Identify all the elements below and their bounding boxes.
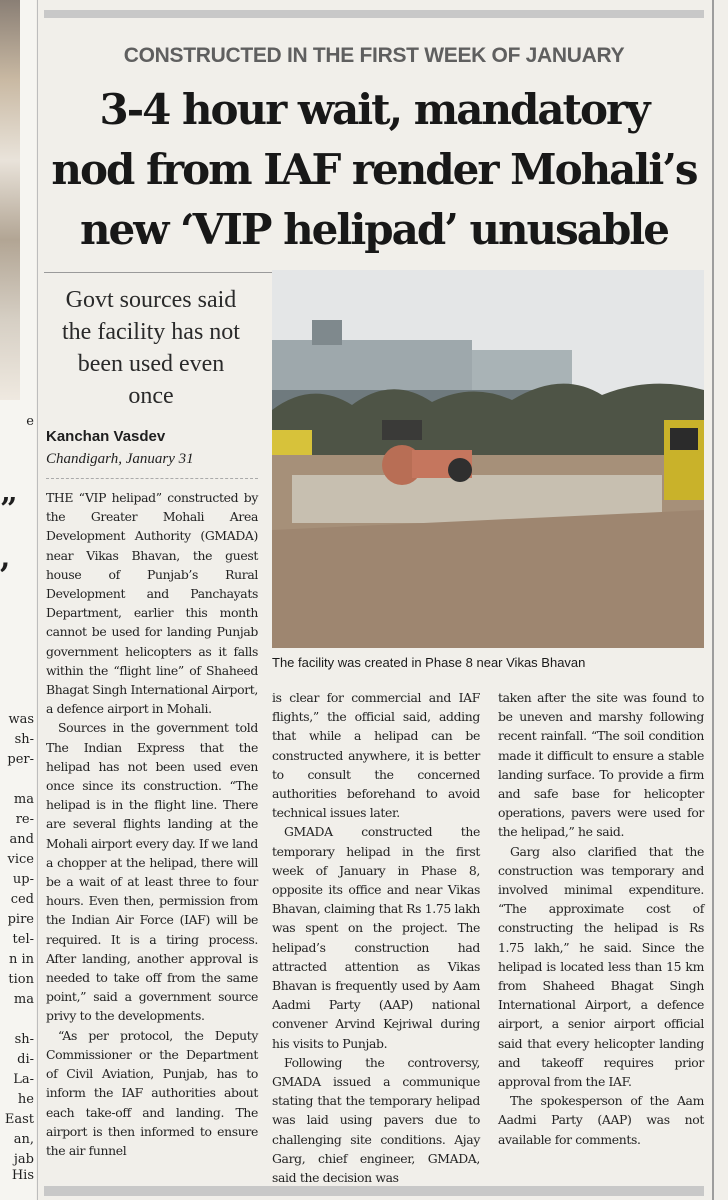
article-paragraph: Garg also clarified that the construction was temporary and involved minimal expenditure. “The approximate cost of constructing the helipad is Rs 1.75 lakh,” he said. Since the helipad is located less than 15 km from Shaheed Bhagat Singh International Airport, a defence airport, a senior airport official said that every helicopter landing and takeoff requires prior approval from the IAF. <box>498 843 704 1090</box>
strip-fragment: ma <box>13 792 34 807</box>
strip-fragment: he <box>17 1092 34 1107</box>
strip-fragment: tel- <box>12 932 34 947</box>
article-column-1 <box>46 488 258 1160</box>
column-rule <box>37 0 38 1200</box>
standfirst-line: once <box>128 383 174 409</box>
article-paragraph: is clear for commercial and IAF flights,” the official said, adding that while a helipad can be constructed anywhere, it is better to consult the concerned authorities beforehand to avoid technical issues later. <box>272 690 480 821</box>
strip-fragment: vice <box>7 852 34 867</box>
article-paragraph: THE “VIP helipad” constructed by the Greater Mohali Area Development Authority (GMADA) near Vikas Bhavan, the guest house of Punjab’s Rural Development and Panchayats Department, earlier this month cannot be used for landing Punjab government helicopters as it falls within the “flight line” of Shaheed Bhagat Singh International Airport, a defence airport in Mohali. <box>46 490 258 717</box>
strip-fragment: La- <box>13 1072 34 1087</box>
strip-fragment: di- <box>17 1052 34 1067</box>
article-paragraph: Following the controversy, GMADA issued a communique stating that the temporary helipad was laid using pavers due to challenging site conditions. Ajay Garg, chief engineer, GMADA, said the decision was <box>272 1054 480 1186</box>
strip-fragment: ced <box>10 892 34 907</box>
article-column-2 <box>272 688 480 1187</box>
strip-fragment: jab <box>13 1152 34 1167</box>
strip-quote-mark: ” <box>0 492 18 527</box>
strip-fragment: and <box>9 832 34 847</box>
right-border-rule <box>712 0 714 1200</box>
strip-fragment: ma <box>13 992 34 1007</box>
photo-caption: The facility was created in Phase 8 near Vikas Bhavan <box>272 655 586 670</box>
article-paragraph: The spokesperson of the Aam Aadmi Party (AAP) was not available for comments. <box>498 1093 704 1147</box>
strip-fragment: was <box>8 712 34 727</box>
strip-fragment: pire <box>7 912 34 927</box>
kicker: CONSTRUCTED IN THE FIRST WEEK OF JANUARY <box>123 44 625 67</box>
strip-fragment: per- <box>7 752 34 767</box>
strip-fragment: East <box>4 1112 34 1127</box>
standfirst-line: Govt sources said <box>65 287 237 313</box>
headline-line: new ‘VIP helipad’ unusable <box>80 205 668 254</box>
headline-line: nod from IAF render Mohali’s <box>51 145 697 194</box>
headline-line: 3-4 hour wait, mandatory <box>99 85 649 134</box>
headline <box>44 80 704 260</box>
strip-fragment: sh- <box>14 1032 34 1047</box>
strip-comma-mark: , <box>0 540 11 575</box>
strip-fragment: re- <box>15 812 34 827</box>
article-column-3 <box>498 688 704 1149</box>
strip-fragment: up- <box>12 872 34 887</box>
adjacent-photo-fragment <box>0 0 20 400</box>
strip-fragment: sh- <box>14 732 34 747</box>
helipad-photo-illustration <box>272 270 704 648</box>
adjacent-article-strip <box>0 0 36 1200</box>
byline: Kanchan Vasdev <box>46 428 166 445</box>
strip-fragment: n in <box>8 952 34 967</box>
dateline: Chandigarh, January 31 <box>46 451 194 467</box>
article-paragraph: taken after the site was found to be uneven and marshy following recent rainfall. “The soil condition made it difficult to ensure a stable landing surface. To provide a firm and safe base for helicopter operations, pavers were used for the helipad,” he said. <box>498 690 704 840</box>
strip-fragment: an, <box>13 1132 34 1147</box>
standfirst-line: been used even <box>77 351 225 377</box>
top-border-band <box>44 10 704 18</box>
helipad-photo <box>272 270 704 648</box>
article-paragraph: GMADA constructed the temporary helipad in the first week of January in Phase 8, opposite its office and near Vikas Bhavan, claiming that Rs 1.75 lakh was spent on the project. The helipad’s construction had attracted attention as Vikas Bhavan is frequently used by Aam Aadmi Party (AAP) national convener Arvind Kejriwal during his visits to Punjab. <box>272 824 480 1051</box>
article-paragraph: “As per protocol, the Deputy Commissioner or the Department of Civil Aviation, Punjab, has to inform the IAF authorities about each take-off and landing. The airport is then informed to ensure the air funnel <box>46 1027 258 1158</box>
article-paragraph: Sources in the government told The Indian Express that the helipad has not been used even once since its construction. “The helipad is in the flight line. There are several flights landing at the Mohali airport every day. If we land a chopper at the helipad, there will be a wait of at least three to four hours. Even then, permission from the Indian Air Force (IAF) will be required. It is a tiring process. After landing, another approval is needed to take off from the same point,” said a government source privy to the developments. <box>46 720 258 1024</box>
bottom-border-band <box>44 1186 704 1196</box>
strip-fragment: His <box>11 1168 34 1183</box>
strip-fragment: e <box>26 414 34 429</box>
strip-fragment: tion <box>8 972 34 987</box>
byline-rule <box>46 478 258 479</box>
standfirst-line: the facility has not <box>62 319 240 345</box>
standfirst <box>44 284 258 412</box>
